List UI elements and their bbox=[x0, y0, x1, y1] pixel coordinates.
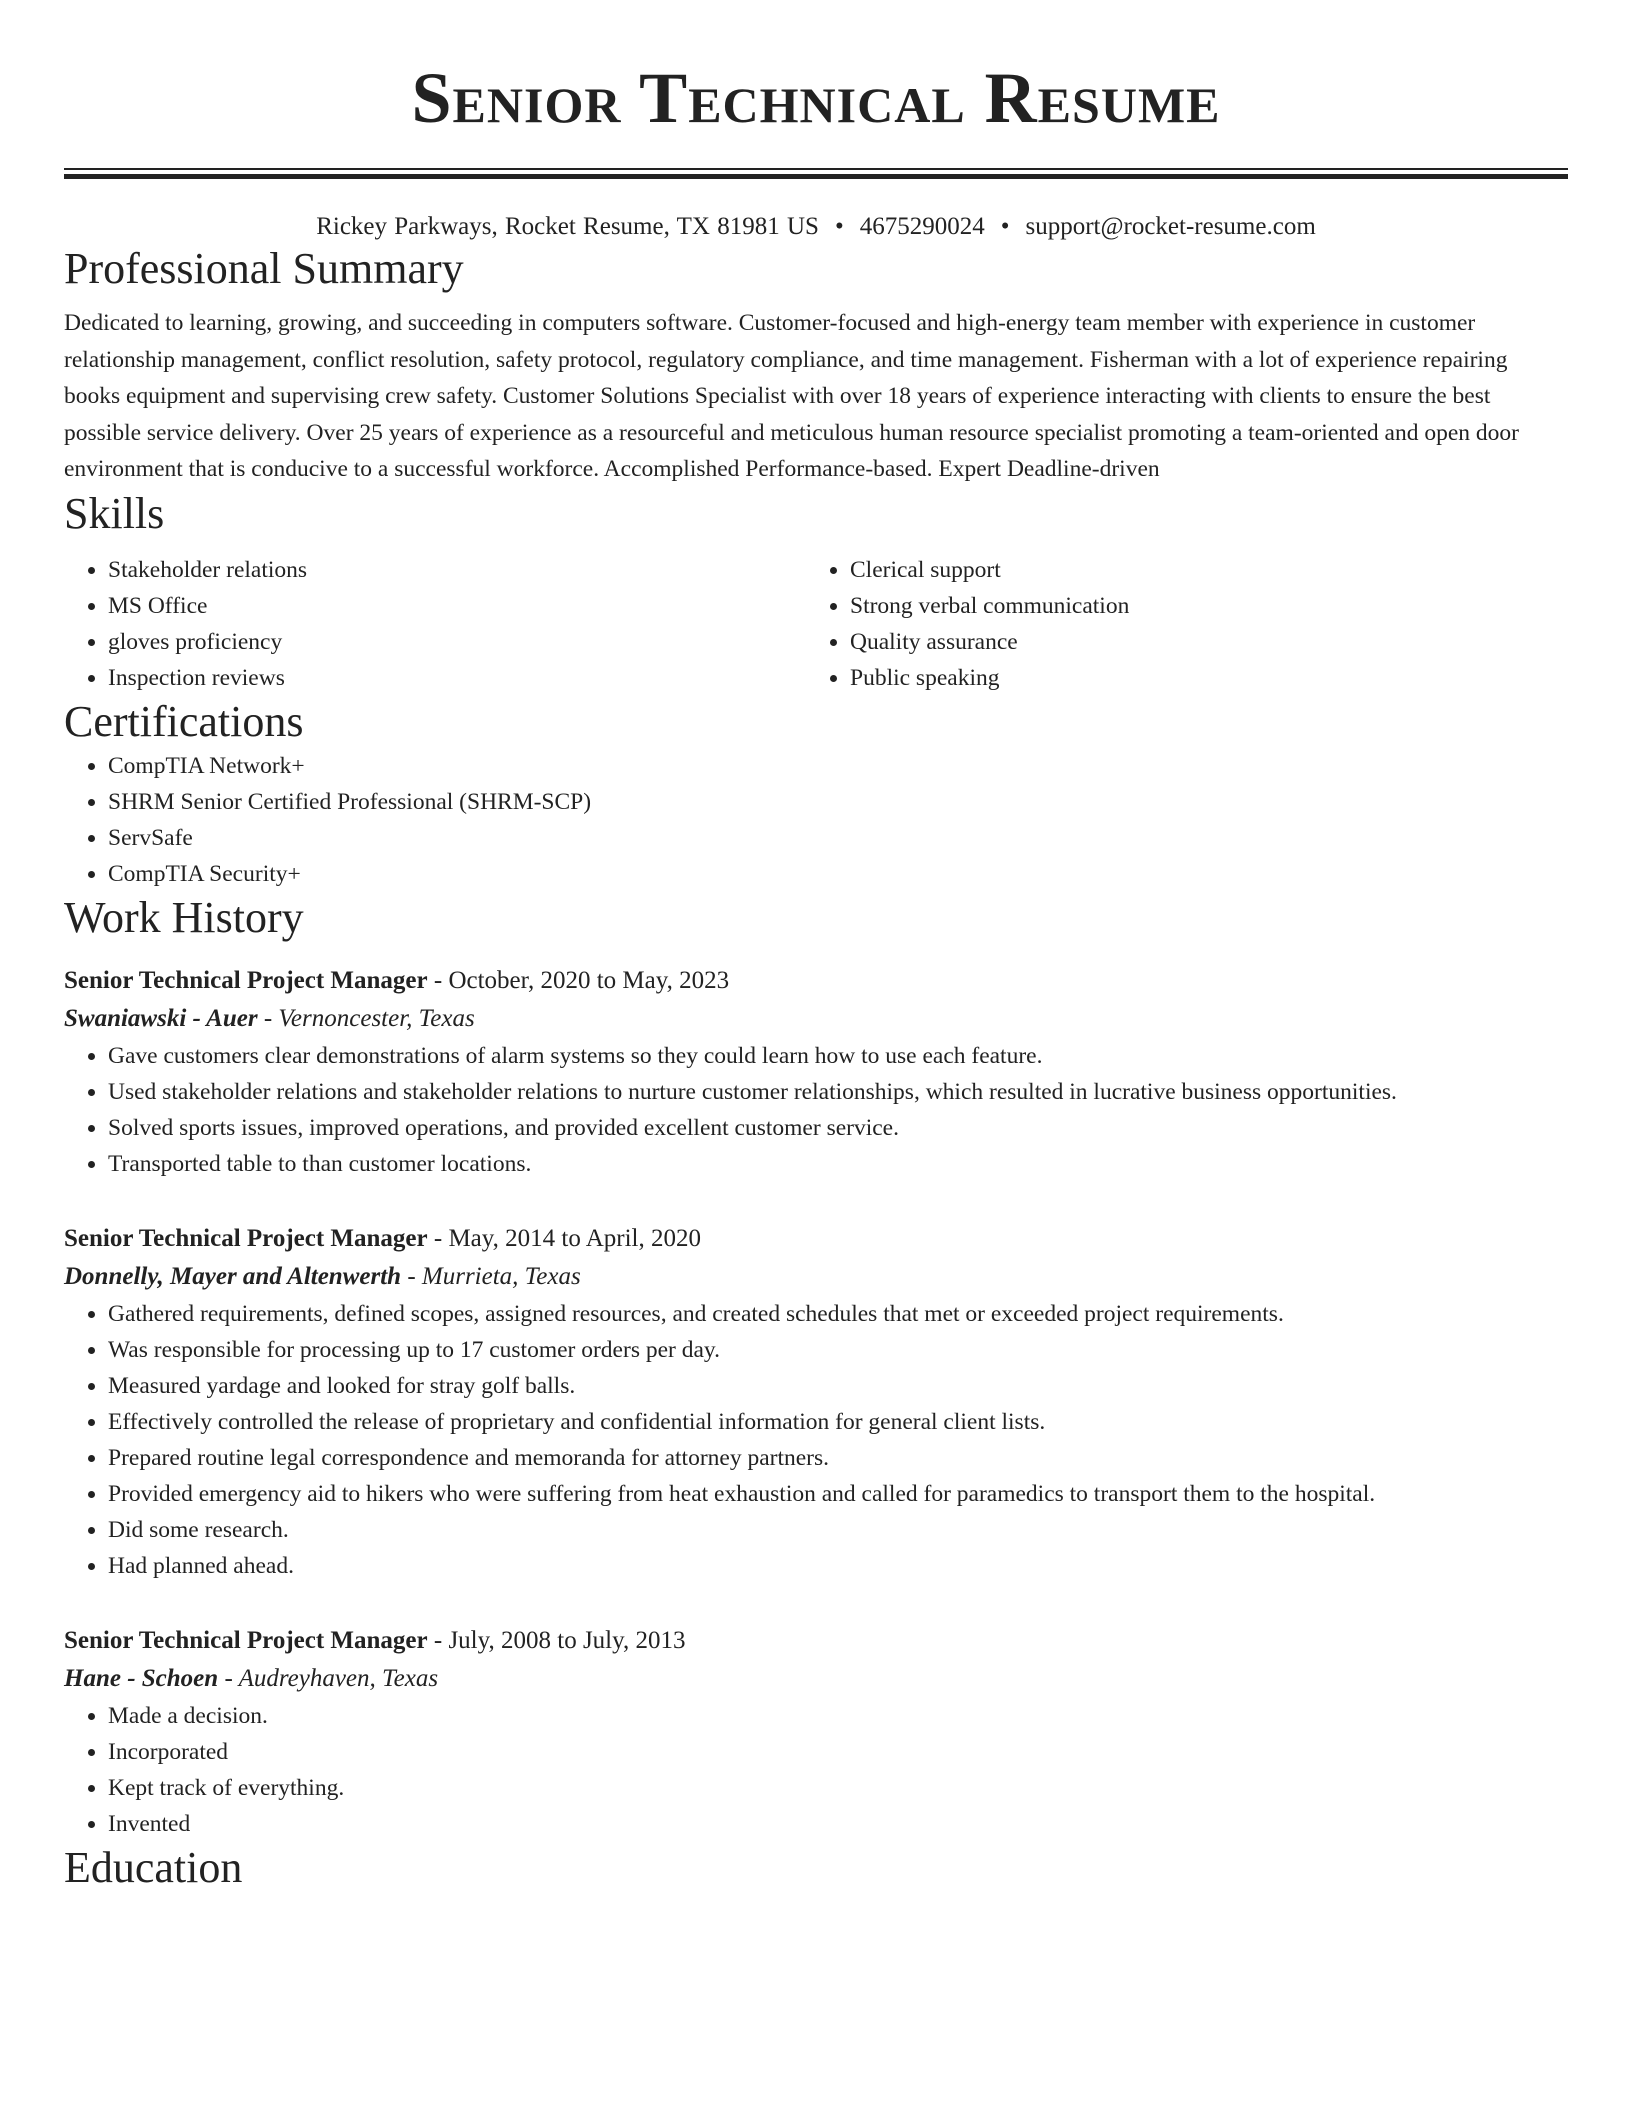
skill-item: • Public speaking bbox=[850, 660, 1548, 696]
skill-item: • Strong verbal communication bbox=[850, 588, 1548, 624]
job-duty-item: • Had planned ahead. bbox=[108, 1548, 1568, 1584]
skills-grid bbox=[64, 552, 1568, 696]
skills-column-left bbox=[64, 552, 806, 696]
job-duty-item: • Effectively controlled the release of proprietary and confidential information for general client lists. bbox=[108, 1404, 1568, 1440]
job-duty-item: • Invented bbox=[108, 1806, 1568, 1842]
contact-separator: • bbox=[1000, 213, 1010, 240]
job-role: Senior Technical Project Manager bbox=[64, 966, 428, 994]
certifications-list bbox=[64, 748, 1568, 892]
skill-item: • Stakeholder relations bbox=[108, 552, 806, 588]
summary-heading: Professional Summary bbox=[64, 244, 464, 293]
job-employer: Hane - Schoen - Audreyhaven, Texas bbox=[64, 1664, 439, 1692]
job-duty-item: • Transported table to than customer locations. bbox=[108, 1146, 1568, 1182]
job-duty-item: • Solved sports issues, improved operations, and provided excellent customer service. bbox=[108, 1110, 1568, 1146]
job-duty-item: • Measured yardage and looked for stray golf balls. bbox=[108, 1368, 1568, 1404]
job-company: Hane - Schoen bbox=[64, 1664, 219, 1692]
job-header: Senior Technical Project Manager - July, 2008 to July, 2013 bbox=[64, 1626, 686, 1654]
title-double-rule bbox=[64, 168, 1568, 179]
certification-item: • SHRM Senior Certified Professional (SHRM-SCP) bbox=[108, 784, 1568, 820]
job-duty-item: • Gathered requirements, defined scopes, assigned resources, and created schedules that met or exceeded project requirements. bbox=[108, 1296, 1568, 1332]
job-company: Donnelly, Mayer and Altenwerth bbox=[64, 1262, 402, 1290]
job-dates: May, 2014 to April, 2020 bbox=[448, 1224, 701, 1252]
job-duty-item: • Incorporated bbox=[108, 1734, 1568, 1770]
job-entry bbox=[64, 1622, 1568, 1842]
job-location: Vernoncester, Texas bbox=[278, 1004, 475, 1032]
skill-item: • Inspection reviews bbox=[108, 660, 806, 696]
skill-item: • gloves proficiency bbox=[108, 624, 806, 660]
certifications-heading: Certifications bbox=[64, 696, 304, 746]
job-entry bbox=[64, 962, 1568, 1182]
job-employer: Donnelly, Mayer and Altenwerth - Murrieta, Texas bbox=[64, 1262, 581, 1290]
skill-item: • Clerical support bbox=[850, 552, 1548, 588]
certification-item: • CompTIA Network+ bbox=[108, 748, 1568, 784]
job-header: Senior Technical Project Manager - October, 2020 to May, 2023 bbox=[64, 966, 730, 994]
certification-item: • ServSafe bbox=[108, 820, 1568, 856]
skills-heading: Skills bbox=[64, 488, 165, 538]
job-duty-item: • Kept track of everything. bbox=[108, 1770, 1568, 1806]
job-header: Senior Technical Project Manager - May, 2014 to April, 2020 bbox=[64, 1224, 701, 1252]
contact-line bbox=[64, 211, 1568, 243]
job-dates: July, 2008 to July, 2013 bbox=[448, 1626, 686, 1654]
job-role: Senior Technical Project Manager bbox=[64, 1224, 428, 1252]
job-duty-item: • Prepared routine legal correspondence and memoranda for attorney partners. bbox=[108, 1440, 1568, 1476]
contact-separator: • bbox=[834, 213, 844, 240]
job-duty-item: • Was responsible for processing up to 17 customer orders per day. bbox=[108, 1332, 1568, 1368]
job-duty-item: • Gave customers clear demonstrations of alarm systems so they could learn how to use each feature. bbox=[108, 1038, 1568, 1074]
skill-item: • Quality assurance bbox=[850, 624, 1548, 660]
job-duties-list bbox=[64, 1698, 1568, 1842]
job-employer: Swaniawski - Auer - Vernoncester, Texas bbox=[64, 1004, 475, 1032]
job-company: Swaniawski - Auer bbox=[64, 1004, 258, 1032]
resume-title: Senior Technical Resume bbox=[411, 58, 1221, 138]
skill-item: • MS Office bbox=[108, 588, 806, 624]
skills-list-right bbox=[806, 552, 1548, 696]
job-entry bbox=[64, 1220, 1568, 1584]
job-duties-list bbox=[64, 1296, 1568, 1584]
job-location: Audreyhaven, Texas bbox=[238, 1664, 439, 1692]
contact-email: support@rocket-resume.com bbox=[1025, 213, 1316, 240]
contact-address: Rickey Parkways, Rocket Resume, TX 81981 US bbox=[316, 213, 819, 240]
skills-list-left bbox=[64, 552, 806, 696]
work-history-heading: Work History bbox=[64, 892, 304, 942]
resume-page bbox=[64, 0, 1568, 1894]
skills-column-right bbox=[806, 552, 1548, 696]
education-heading: Education bbox=[64, 1842, 243, 1892]
job-duty-item: • Did some research. bbox=[108, 1512, 1568, 1548]
job-duty-item: • Provided emergency aid to hikers who were suffering from heat exhaustion and called for paramedics to transport them to the hospital. bbox=[108, 1476, 1568, 1512]
contact-phone: 4675290024 bbox=[859, 213, 985, 240]
certification-item: • CompTIA Security+ bbox=[108, 856, 1568, 892]
job-duty-item: • Made a decision. bbox=[108, 1698, 1568, 1734]
job-location: Murrieta, Texas bbox=[421, 1262, 581, 1290]
job-duty-item: • Used stakeholder relations and stakeholder relations to nurture customer relationships, which resulted in lucrative business opportunities. bbox=[108, 1074, 1568, 1110]
summary-text: Dedicated to learning, growing, and succeeding in computers software. Customer-focused and high-energy team member with experience in customer relationship management, conflict resolution, safety protocol, regulatory compliance, and time management. Fisherman with a lot of experience repairing books equipment and supervising crew safety. Customer Solutions Specialist with over 18 years of experience interacting with clients to ensure the best possible service delivery. Over 25 years of experience as a resourceful and meticulous human resource specialist promoting a team-oriented and open door environment that is conducive to a successful workforce. Accomplished Performance-based. Expert Deadline-driven bbox=[64, 310, 1519, 482]
job-dates: October, 2020 to May, 2023 bbox=[448, 966, 730, 994]
job-duties-list bbox=[64, 1038, 1568, 1182]
job-role: Senior Technical Project Manager bbox=[64, 1626, 428, 1654]
